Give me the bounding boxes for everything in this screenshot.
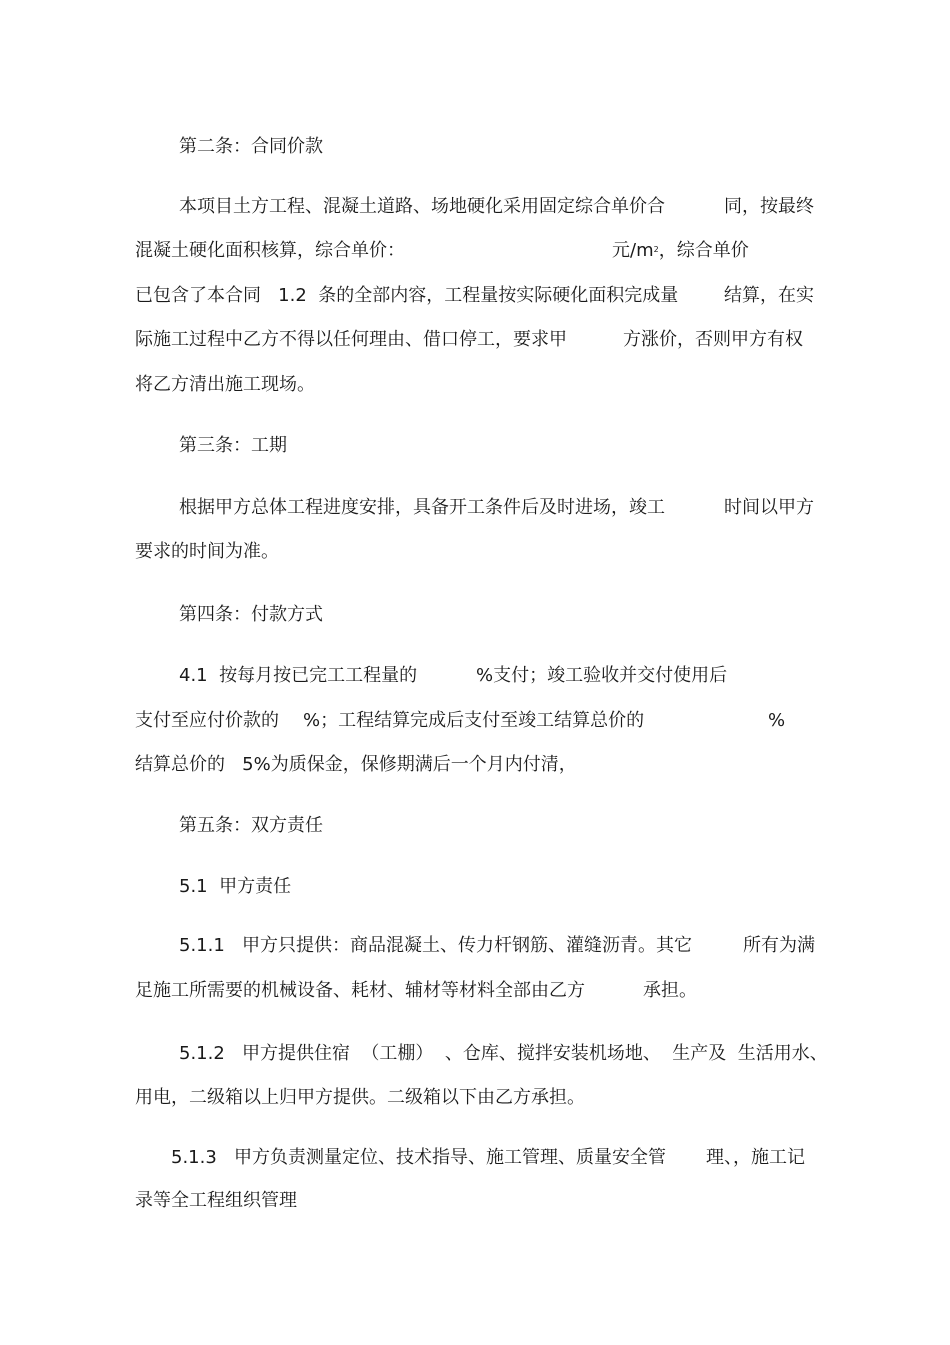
article-5-1-1-text: 所有为满: [743, 935, 815, 956]
article-4-text: 结算总价的 5%为质保金，保修期满后一个月内付清，: [135, 754, 577, 775]
article-2-text: 已包含了本合同 1.2 条的全部内容，工程量按实际硬化面积完成量: [135, 285, 679, 306]
article-4-text: %支付；竣工验收并交付使用后: [476, 665, 728, 686]
unit-tail: ，综合单价: [658, 240, 749, 261]
article-4-text: 支付至应付价款的: [135, 710, 279, 731]
article-5-1-3-text: 理、，施工记: [706, 1147, 805, 1168]
article-5-1-2-text: 5.1.2 甲方提供住宿 （工棚） 、仓库、搅拌安装机场地、 生产及 生活用水、: [179, 1043, 828, 1064]
article-2-text: 方涨价，否则甲方有权: [623, 329, 803, 350]
article-2-unit: [612, 240, 749, 265]
article-4-text: 4.1 按每月按已完工工程量的: [179, 665, 418, 686]
article-5-1-1-text: 足施工所需要的机械设备、耗材、辅材等材料全部由乙方: [135, 980, 585, 1001]
article-2-text: 结算，在实: [724, 285, 814, 306]
unit-superscript: 2: [653, 245, 659, 254]
article-5-1-3-text: 5.1.3 甲方负责测量定位、技术指导、施工管理、质量安全管: [171, 1147, 666, 1168]
article-2-text: 际施工过程中乙方不得以任何理由、借口停工，要求甲: [135, 329, 567, 350]
article-2-text: 同，按最终: [724, 196, 814, 217]
article-5-1-2-text: 用电，二级箱以上归甲方提供。二级箱以下由乙方承担。: [135, 1087, 585, 1108]
article-3-text: 时间以甲方: [724, 497, 814, 518]
article-5-1-3-text: 录等全工程组织管理: [135, 1190, 297, 1211]
article-4-text: %；工程结算完成后支付至竣工结算总价的: [303, 710, 645, 731]
unit-text: 元/m: [612, 240, 654, 261]
article-3-text: 要求的时间为准。: [135, 541, 279, 562]
article-2-text: 混凝土硬化面积核算，综合单价：: [135, 240, 405, 261]
article-5-heading: 第五条：双方责任: [179, 815, 323, 836]
article-3-heading: 第三条：工期: [179, 435, 287, 456]
article-2-heading: 第二条：合同价款: [179, 136, 323, 157]
article-5-1-heading: 5.1 甲方责任: [179, 876, 292, 897]
article-4-heading: 第四条：付款方式: [179, 604, 323, 625]
article-3-text: 根据甲方总体工程进度安排，具备开工条件后及时进场，竣工: [179, 497, 665, 518]
article-2-text: 本项目土方工程、混凝土道路、场地硬化采用固定综合单价合: [179, 196, 665, 217]
article-5-1-1-text: 5.1.1 甲方只提供：商品混凝土、传力杆钢筋、灌缝沥青。其它: [179, 935, 692, 956]
article-5-1-1-text: 承担。: [643, 980, 697, 1001]
article-4-text: %: [768, 710, 786, 731]
article-2-text: 将乙方清出施工现场。: [135, 374, 315, 395]
